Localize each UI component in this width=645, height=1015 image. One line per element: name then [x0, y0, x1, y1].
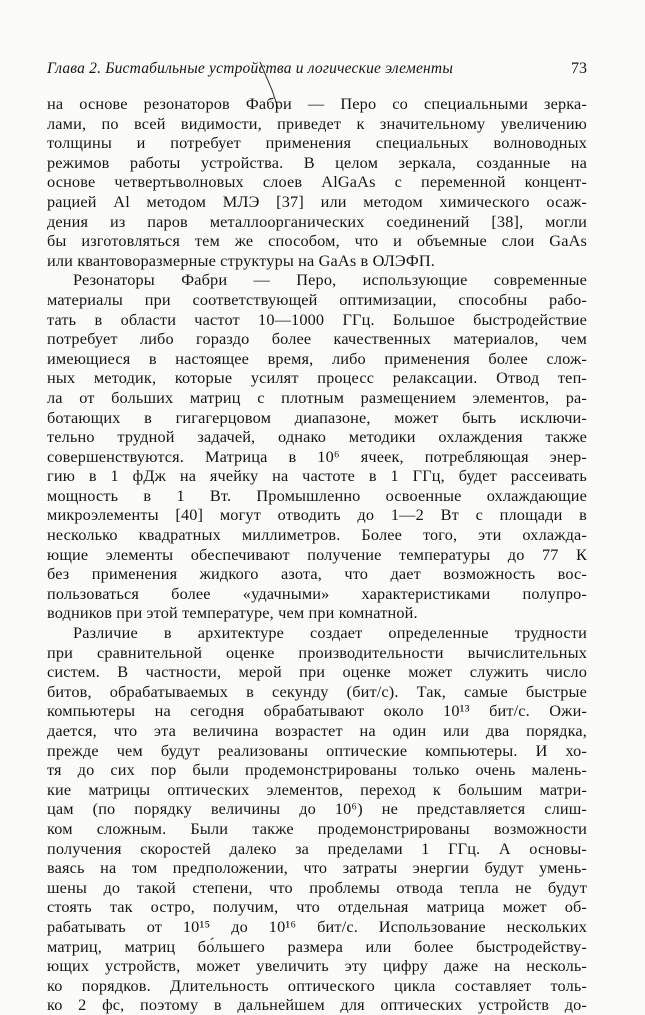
text-line: тать в области частот 10—1000 ГГц. Большое быстродействие [47, 309, 587, 329]
text-line: тельно трудной задачей, однако методики охлаждения также [47, 427, 587, 447]
text-line: ботающих в гигагерцовом диапазоне, может быть исключи- [47, 407, 587, 427]
text-line: ко порядков. Длительность оптического цикла составляет толь- [47, 975, 587, 995]
text-line: Резонаторы Фабри — Перо, использующие современные [73, 270, 587, 290]
running-title: Глава 2. Бистабильные устройства и логические элементы [47, 60, 454, 77]
text-line: стоять так остро, получим, что отдельная матрица может об- [47, 897, 587, 917]
text-line: мощность в 1 Вт. Промышленно освоенные охлаждающие [47, 485, 587, 505]
text-line: имеющиеся в настоящее время, либо применения более слож- [47, 348, 587, 368]
text-line: дения из паров металлоорганических соединений [38], могли [47, 211, 587, 231]
text-line: ющих устройств, может увеличить эту цифру даже на несколь- [47, 956, 587, 976]
text-line: рабатывать от 10¹⁵ до 10¹⁶ бит/с. Использование нескольких [47, 916, 587, 936]
page-number: 73 [571, 60, 587, 77]
text-line: совершенствуются. Матрица в 10⁶ ячеек, потребляющая энер- [47, 446, 587, 466]
text-line: компьютеры на сегодня обрабатывают около 10¹³ бит/с. Ожи- [47, 701, 587, 721]
text-line: получения скоростей далеко за пределами 1 ГГц. А основы- [47, 838, 587, 858]
body-text [47, 94, 587, 1015]
text-line: ла от больших матриц с плотным размещением элементов, ра- [47, 387, 587, 407]
text-line: без применения жидкого азота, что дает возможность вос- [47, 564, 587, 584]
text-line: ваясь на том предположении, что затраты энергии будут умень- [47, 858, 587, 878]
text-line: рацией Al методом МЛЭ [37] или методом химического осаж- [47, 191, 587, 211]
text-line: или квантоворазмерные структуры на GaAs в ОЛЭФП. [47, 250, 436, 270]
paragraph-2 [47, 270, 587, 623]
text-line: прежде чем будут реализованы оптические компьютеры. И хо- [47, 740, 587, 760]
text-line: ных методик, которые усилят процесс релаксации. Отвод теп- [47, 368, 587, 388]
text-line: тя до сих пор были продемонстрированы только очень малень- [47, 760, 587, 780]
text-line: лами, по всей видимости, приведет к значительному увеличению [47, 113, 587, 133]
text-line: кие матрицы оптических элементов, переход к большим матри- [47, 779, 587, 799]
text-line: водников при этой температуре, чем при комнатной. [47, 603, 418, 623]
text-line: на основе резонаторов Фабри — Перо со специальными зерка- [47, 94, 587, 113]
text-line: потребует либо гораздо более качественных материалов, чем [47, 329, 587, 349]
text-line: дается, что эта величина возрастет на один или два порядка, [47, 721, 587, 740]
text-line: гию в 1 фДж на ячейку на частоте в 1 ГГц, будет рассеивать [47, 466, 587, 486]
text-line: цам (по порядку величины до 10⁶) не представляется слиш- [47, 799, 587, 819]
text-line: бы изготовляться тем же способом, что и объемные слои GaAs [47, 231, 587, 251]
text-line: основе четвертьволновых слоев AlGaAs с переменной концент- [47, 172, 587, 192]
paragraph-3 [47, 623, 587, 1015]
text-line: толщины и потребует применения специальных волноводных [47, 133, 587, 153]
text-line: ющие элементы обеспечивают получение температуры до 77 К [47, 544, 587, 564]
text-line: Различие в архитектуре создает определенные трудности [73, 623, 587, 643]
text-line: систем. В частности, мерой при оценке может служить число [47, 662, 587, 682]
text-line: несколько квадратных миллиметров. Более того, эти охлажда- [47, 525, 587, 545]
text-line: материалы при соответствующей оптимизации, способны рабо- [47, 289, 587, 309]
text-line: шены до такой степени, что проблемы отвода тепла не будут [47, 877, 587, 897]
text-line: пользоваться более «удачными» характеристиками полупро- [47, 583, 587, 603]
text-line: ком сложным. Были также продемонстрированы возможности [47, 818, 587, 838]
running-head [47, 60, 587, 84]
text-line: битов, обрабатываемых в секунду (бит/с). Так, самые быстрые [47, 681, 587, 701]
paragraph-1 [47, 94, 587, 270]
text-line: ко 2 фс, поэтому в дальнейшем для оптических устройств до- [47, 995, 587, 1015]
text-line: матриц, матриц бо́льшего размера или более быстродейству- [47, 936, 587, 956]
text-line: микроэлементы [40] могут отводить до 1—2 Вт с площади в [47, 505, 587, 525]
text-line: режимов работы устройства. В целом зеркала, созданные на [47, 152, 587, 172]
text-line: при сравнительной оценке производительности вычислительных [47, 642, 587, 662]
